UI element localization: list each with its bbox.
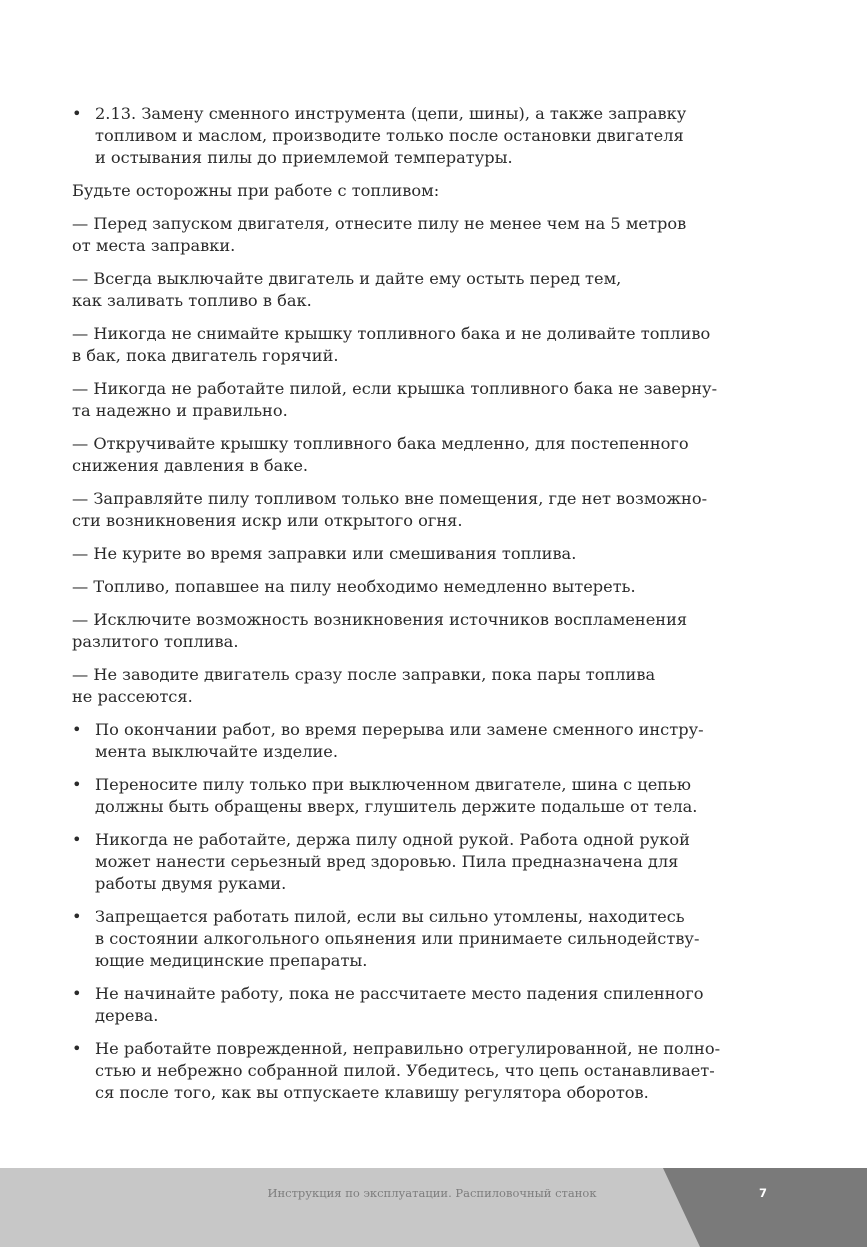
paragraph: — Никогда не снимайте крышку топливного бака и не доливайте топливо в бак, пока двигатель горячий. — [72, 324, 711, 365]
bullet-marker: • — [72, 984, 82, 1003]
document-body — [72, 103, 772, 1115]
bullet-text: Не начинайте работу, пока не рассчитаете место падения спиленного дерева. — [95, 984, 704, 1025]
paragraph: — Всегда выключайте двигатель и дайте ему остыть перед тем, как заливать топливо в бак. — [72, 269, 622, 310]
bullet-item — [72, 983, 772, 1027]
bullet-text: По окончании работ, во время перерыва или замене сменного инстру- мента выключайте изделие. — [95, 720, 704, 761]
bullet-marker: • — [72, 830, 82, 849]
bullet-item — [72, 103, 772, 169]
footer-title: Инструкция по эксплуатации. Распиловочный станок — [267, 1186, 597, 1200]
bullet-marker: • — [72, 907, 82, 926]
page-number: 7 — [758, 1186, 767, 1200]
page-footer — [0, 1168, 867, 1247]
paragraph: — Перед запуском двигателя, отнесите пилу не менее чем на 5 метров от места заправки. — [72, 214, 687, 255]
paragraph: — Не заводите двигатель сразу после заправки, пока пары топлива не рассеются. — [72, 665, 656, 706]
bullet-item — [72, 1038, 772, 1104]
bullet-text: 2.13. Замену сменного инструмента (цепи, шины), а также заправку топливом и маслом, производите только после остановки двигателя и остывания пилы до приемлемой температуры. — [95, 104, 687, 167]
paragraph: — Никогда не работайте пилой, если крышка топливного бака не заверну- та надежно и правильно. — [72, 379, 718, 420]
paragraph: — Откручивайте крышку топливного бака медленно, для постепенного снижения давления в баке. — [72, 434, 689, 475]
paragraph: Будьте осторожны при работе с топливом: — [72, 181, 440, 200]
paragraph: — Исключите возможность возникновения источников воспламенения разлитого топлива. — [72, 610, 688, 651]
bullet-marker: • — [72, 1039, 82, 1058]
bullet-item — [72, 829, 772, 895]
bullet-text: Переносите пилу только при выключенном двигателе, шина с цепью должны быть обращены вверх, глушитель держите подальше от тела. — [95, 775, 698, 816]
bullet-text: Никогда не работайте, держа пилу одной рукой. Работа одной рукой может нанести серьезный вред здоровью. Пила предназначена для работы двумя руками. — [95, 830, 690, 893]
page-number-tab — [663, 1168, 867, 1247]
bullet-item — [72, 906, 772, 972]
paragraph: — Не курите во время заправки или смешивания топлива. — [72, 544, 577, 563]
bullet-marker: • — [72, 775, 82, 794]
bullet-marker: • — [72, 104, 82, 123]
bullet-text: Не работайте поврежденной, неправильно отрегулированной, не полно- стью и небрежно собранной пилой. Убедитесь, что цепь останавливает- ся после того, как вы отпускаете клавишу регулятора оборотов. — [95, 1039, 721, 1102]
bullet-marker: • — [72, 720, 82, 739]
bullet-text: Запрещается работать пилой, если вы сильно утомлены, находитесь в состоянии алкогольного опьянения или принимаете сильнодейству- ющие медицинские препараты. — [95, 907, 700, 970]
bullet-item — [72, 774, 772, 818]
paragraph: — Заправляйте пилу топливом только вне помещения, где нет возможно- сти возникновения искр или открытого огня. — [72, 489, 708, 530]
paragraph: — Топливо, попавшее на пилу необходимо немедленно вытереть. — [72, 577, 636, 596]
bullet-item — [72, 719, 772, 763]
